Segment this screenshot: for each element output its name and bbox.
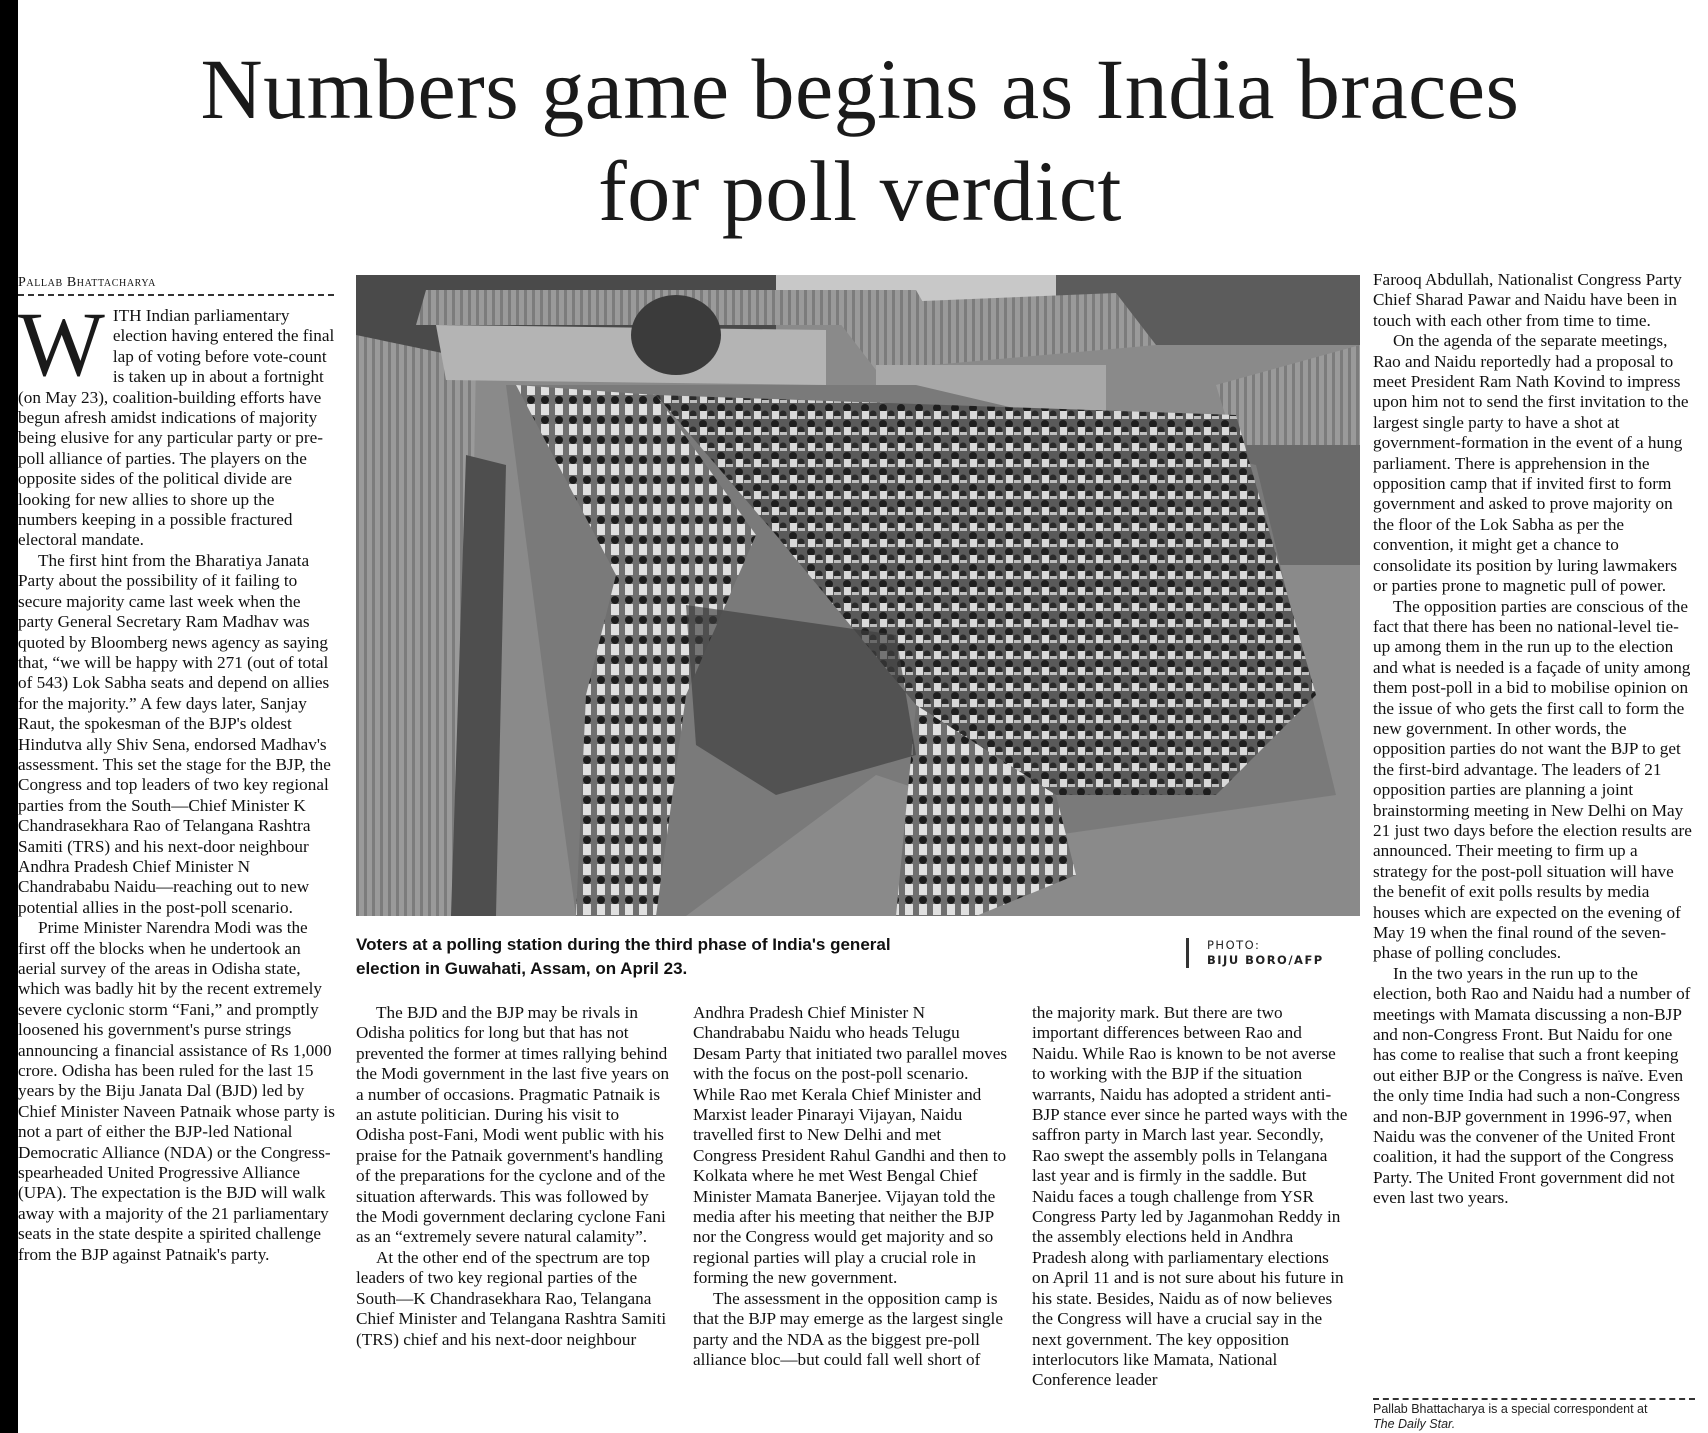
page-edge-bar: [0, 0, 18, 1433]
photo-credit: [1186, 938, 1377, 968]
paragraph: Farooq Abdullah, Nationalist Congress Party Chief Sharad Pawar and Naidu have been in touch with each other from time to time.: [1373, 270, 1682, 330]
author-note: [1373, 1402, 1695, 1432]
article-column-4: [1032, 1003, 1350, 1433]
paragraph: The assessment in the opposition camp is that the BJP may emerge as the largest single party and the NDA as the biggest pre-poll alliance bloc—but could fall well short of: [693, 1288, 1003, 1369]
lead-paragraph: [18, 306, 336, 551]
paragraph: the majority mark. But there are two important differences between Rao and Naidu. While Rao is known to be not averse to working with the BJP if the situation warrants, Naidu has adopted a strident anti-BJP stance ever since he parted ways with the saffron party in March last year. Secondly, Rao swept the assembly polls in Telangana last year and is firmly in the saddle. But Naidu faces a tough challenge from YSR Congress Party led by Jaganmohan Reddy in the assembly elections held in Andhra Pradesh along with parliamentary elections on April 11 and is not sure about his future in his state. Besides, Naidu as of now believes the Congress will have a crucial say in the next government. The key opposition interlocutors like Mamata, National Conference leader: [1032, 1003, 1348, 1390]
news-photo: [356, 275, 1360, 916]
headline: Numbers game begins as India braces for poll verdict: [200, 41, 1520, 239]
paragraph: Prime Minister Narendra Modi was the first off the blocks when he undertook an aerial survey of the areas in Odisha state, which was badly hit by the recent extremely severe cyclonic storm “Fani,” and promptly loosened his government's purse strings announcing a financial assistance of Rs 1,000 crore. Odisha has been ruled for the last 15 years by the Biju Janata Dal (BJD) led by Chief Minister Naveen Patnaik whose party is not a part of either the BJP-led National Democratic Alliance (NDA) or the Congress-spearheaded United Progressive Alliance (UPA). The expectation is the BJD will walk away with a majority of the 21 parliamentary seats in the state despite a spirited challenge from the BJP against Patnaik's party.: [18, 918, 335, 1264]
article-column-2: [356, 1003, 671, 1433]
paragraph: In the two years in the run up to the election, both Rao and Naidu had a number of meetings with Mamata discussing a non-BJP and non-Congress Front. But Naidu for one has come to realise that such a front keeping out either BJP or the Congress is naïve. Even the only time India had such a non-Congress and non-BJP government in 1996-97, when Naidu was the convener of the United Front coalition, it had the support of the Congress Party. The United Front government did not even last two years.: [1373, 963, 1691, 1208]
paragraph-text: Indian parliamentary election having entered the final lap of voting before vote-count is taken up in about a fortnight (on May 23), coalition-building efforts have begun afresh amidst indications of majority being elusive for any particular party or pre-poll alliance of parties. The players on the opposite sides of the political divide are looking for new allies to shore up the numbers keeping in a possible fractured electoral mandate.: [18, 306, 335, 550]
drop-cap: W: [18, 306, 105, 395]
photo-credit-name: BIJU BORO/AFP: [1207, 953, 1324, 967]
paragraph: Andhra Pradesh Chief Minister N Chandrababu Naidu who heads Telugu Desam Party that initiated two parallel moves with the focus on the post-poll scenario. While Rao met Kerala Chief Minister and Marxist leader Pinarayi Vijayan, Naidu travelled first to New Delhi and met Congress President Rahul Gandhi and then to Kolkata where he met West Bengal Chief Minister Mamata Banerjee. Vijayan told the media after his meeting that neither the BJP nor the Congress would get majority and so regional parties will play a crucial role in forming the new government.: [693, 1003, 1008, 1288]
author-note-text: Pallab Bhattacharya is a special correspondent at: [1373, 1402, 1648, 1416]
photo-credit-label: PHOTO:: [1207, 938, 1261, 952]
paragraph: The first hint from the Bharatiya Janata Party about the possibility of it failing to secure majority came last week when the party General Secretary Ram Madhav was quoted by Bloomberg news agency as saying that, “we will be happy with 271 (out of total of 543) Lok Sabha seats and depend on allies for the majority.” A few days later, Sanjay Raut, the spokesman of the BJP's oldest Hindutva ally Shiv Sena, endorsed Madhav's assessment. This set the stage for the BJP, the Congress and top leaders of two key regional parties from the South—Chief Minister K Chandrasekhara Rao of Telangana Rashtra Samiti (TRS) and his next-door neighbour Andhra Pradesh Chief Minister N Chandrababu Naidu—reaching out to new potential allies in the post-poll scenario.: [18, 550, 331, 917]
author-note-divider: [1373, 1398, 1695, 1400]
lead-caps: ITH: [112, 306, 142, 325]
byline: Pallab Bhattacharya: [18, 275, 334, 296]
article-column-3: [693, 1003, 1008, 1433]
paragraph: At the other end of the spectrum are top leaders of two key regional parties of the South—K Chandrasekhara Rao, Telangana Chief Minister and Telangana Rashtra Samiti (TRS) chief and his next-door neighbour: [356, 1247, 667, 1349]
author-note-publication: The Daily Star.: [1373, 1417, 1456, 1431]
paragraph: The opposition parties are conscious of the fact that there has been no national-level tie-up among them in the run up to the election and what is needed is a façade of unity among them post-poll in a bid to mobilise opinion on the issue of who gets the first call to form the new government. In other words, the opposition parties do not want the BJP to get the first-bird advantage. The leaders of 21 opposition parties are planning a joint brainstorming meeting in New Delhi on May 21 just two days before the election results are announced. Their meeting to firm up a strategy for the post-poll situation will have the benefit of exit polls results by media houses which are expected on the evening of May 19 when the final round of the seven-phase of polling concludes.: [1373, 596, 1692, 963]
paragraph: On the agenda of the separate meetings, Rao and Naidu reportedly had a proposal to meet President Ram Nath Kovind to impress upon him not to send the first invitation to the largest single party to have a shot at government-formation in the event of a hung parliament. There is apprehension in the opposition camp that if invited first to form government and asked to prove majority on the floor of the Lok Sabha as per the convention, it might get a chance to consolidate its position by luring lawmakers or parties prone to magnetic pull of power.: [1373, 331, 1689, 596]
paragraph: The BJD and the BJP may be rivals in Odisha politics for long but that has not prevented the former at times rallying behind the Modi government in the last five years on a number of occasions. Pragmatic Patnaik is an astute politician. During his visit to Odisha post-Fani, Modi went public with his praise for the Patnaik government's handling of the preparations for the cyclone and of the situation afterwards. This was followed by the Modi government declaring cyclone Fani as an “extremely severe natural calamity”.: [356, 1003, 670, 1247]
article-column-5: [1373, 270, 1695, 1398]
polling-station-crowd-image: [356, 275, 1360, 916]
article-column-1: [18, 306, 336, 1433]
photo-caption: Voters at a polling station during the third phase of India's general election in Guwahati, Assam, on April 23.: [356, 935, 891, 978]
